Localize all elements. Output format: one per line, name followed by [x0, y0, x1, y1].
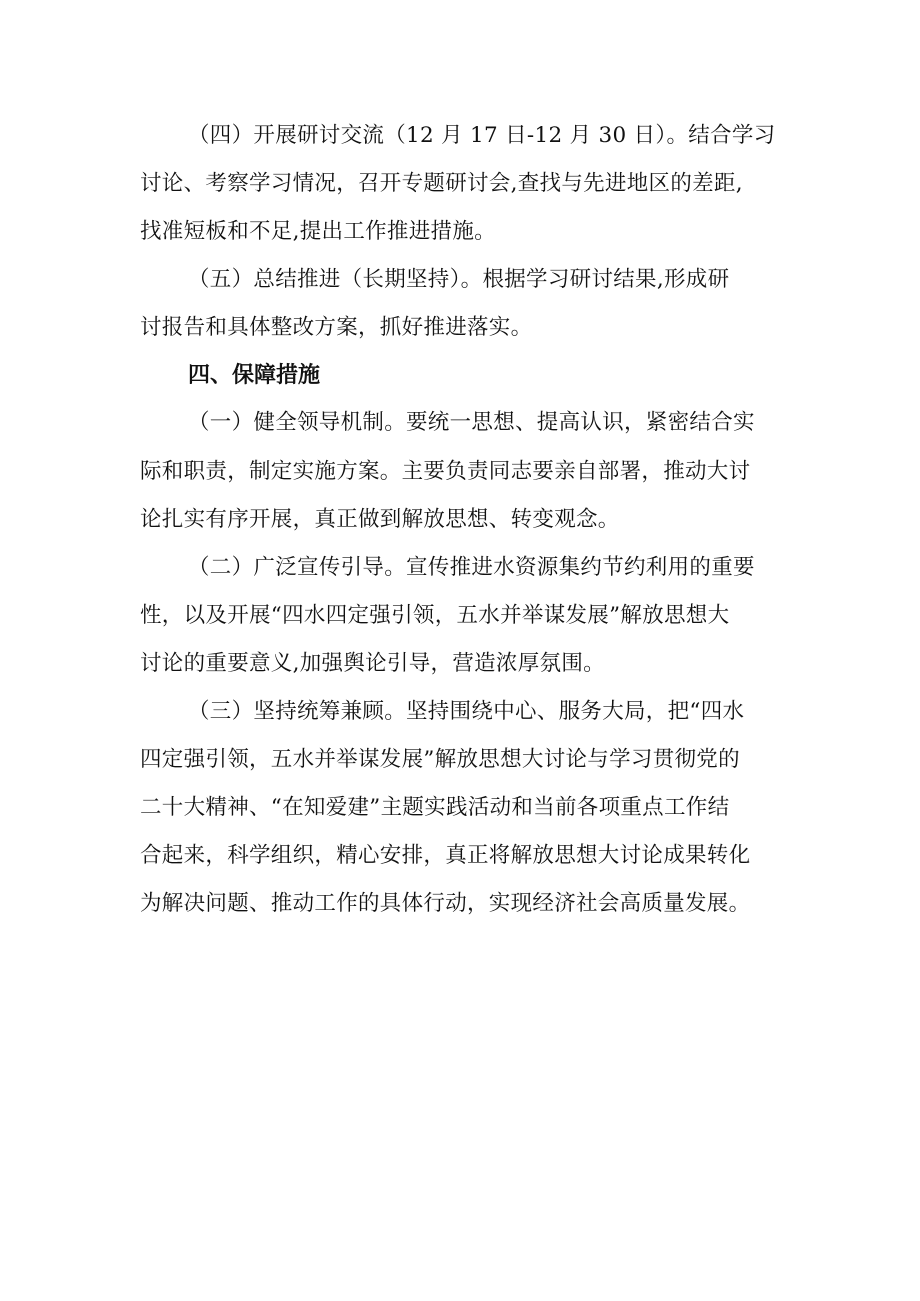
- paragraph-4-line-2: 讨论、考察学习情况，召开专题研讨会,查找与先进地区的差距,: [140, 171, 743, 196]
- measure-1-line-1: （一）健全领导机制。要统一思想、提高认识，紧密结合实: [188, 410, 755, 435]
- measure-1-line-2: 际和职责，制定实施方案。主要负责同志要亲自部署，推动大讨: [140, 459, 751, 484]
- measure-3-line-3: 二十大精神、“在知爱建”主题实践活动和当前各项重点工作结: [140, 795, 730, 820]
- paragraph-4-line-3: 找准短板和不足,提出工作推进措施。: [140, 219, 496, 244]
- measure-1-line-3: 论扎实有序开展，真正做到解放思想、转变观念。: [140, 507, 620, 532]
- paragraph-4-line-1: （四）开展研讨交流（12 月 17 日-12 月 30 日）。结合学习: [188, 123, 776, 148]
- measure-3-line-5: 为解决问题、推动工作的具体行动，实现经济社会高质量发展。: [140, 891, 751, 916]
- paragraph-5-line-1: （五）总结推进（长期坚持）。根据学习研讨结果,形成研: [188, 267, 730, 292]
- measure-3-line-2: 四定强引领，五水并举谋发展”解放思想大讨论与学习贯彻党的: [140, 747, 740, 772]
- measure-2-line-1: （二）广泛宣传引导。宣传推进水资源集约节约利用的重要: [188, 555, 755, 580]
- measure-3-line-4: 合起来，科学组织，精心安排，真正将解放思想大讨论成果转化: [140, 843, 751, 868]
- section-heading: 四、保障措施: [188, 363, 321, 388]
- paragraph-5-line-2: 讨报告和具体整改方案，抓好推进落实。: [140, 315, 533, 340]
- measure-2-line-2: 性，以及开展“四水四定强引领，五水并举谋发展”解放思想大: [140, 603, 730, 628]
- measure-2-line-3: 讨论的重要意义,加强舆论引导，营造浓厚氛围。: [140, 651, 605, 676]
- measure-3-line-1: （三）坚持统筹兼顾。坚持围绕中心、服务大局，把“四水: [188, 699, 745, 724]
